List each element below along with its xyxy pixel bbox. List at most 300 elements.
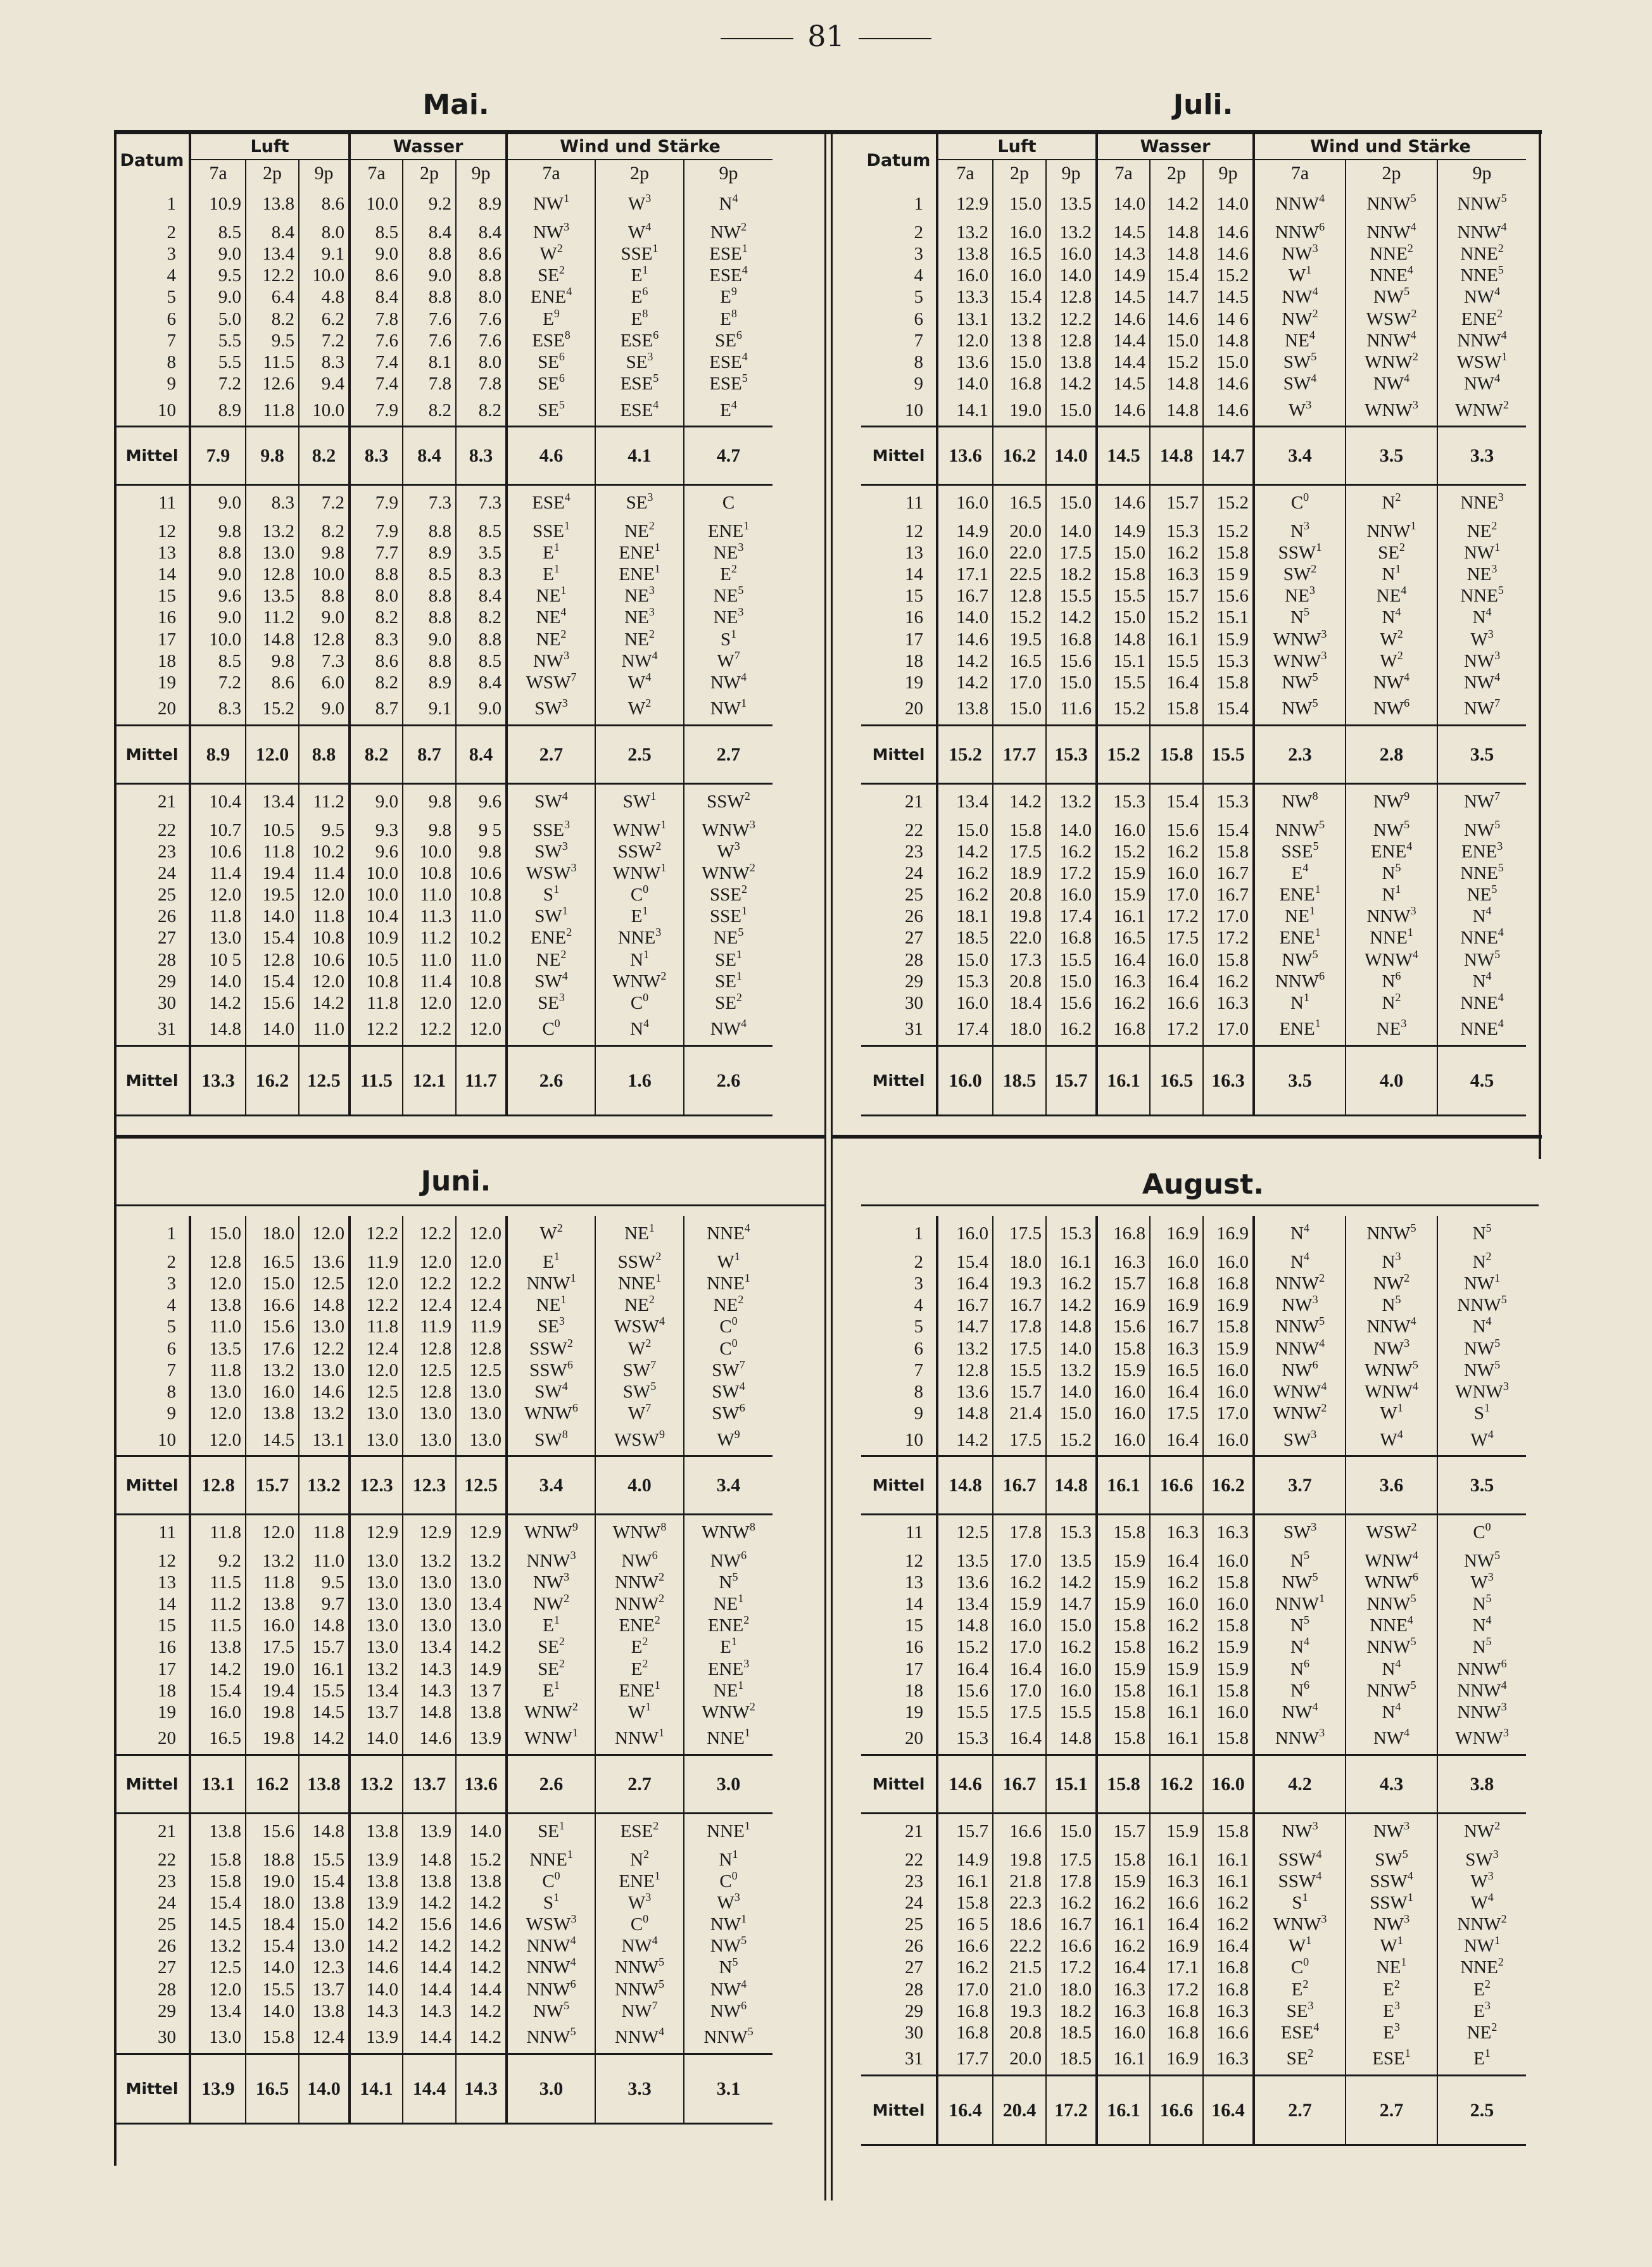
wind-cell: SSW$^4$ (1254, 1871, 1346, 1892)
luft-cell: 16.5 (993, 485, 1046, 521)
frame-center-rule-a (824, 130, 826, 2201)
wind-cell: $C^0$ (595, 992, 684, 1014)
wind-cell: $N^5$ (1346, 862, 1437, 884)
luft-cell: 19.8 (993, 1849, 1046, 1871)
wasser-cell: 16.1 (1097, 1046, 1150, 1116)
wasser-cell: 15.9 (1150, 1658, 1203, 1680)
luft-cell: 13.2 (1046, 222, 1097, 243)
wasser-cell: 16.4 (1150, 672, 1203, 693)
luft-cell: 10.0 (190, 629, 246, 650)
table-row (861, 485, 1526, 521)
luft-cell: 16.0 (246, 1381, 299, 1403)
date-cell: 17 (905, 629, 923, 650)
mittel-label: Mittel (115, 1456, 190, 1515)
wind-cell: WNW$^8$ (684, 1515, 772, 1550)
date-cell: 7 (914, 330, 923, 351)
luft-cell: 14.0 (937, 374, 993, 395)
luft-cell: 15.9 (993, 1593, 1046, 1615)
wasser-cell: 15.8 (1203, 1724, 1254, 1755)
luft-cell: 14.6 (299, 1381, 350, 1403)
wasser-cell: 14.2 (350, 1936, 403, 1957)
wasser-cell: 11.4 (403, 971, 456, 992)
wasser-cell: 14.0 (456, 1814, 507, 1849)
date-cell: 3 (167, 243, 176, 264)
wind-cell: NNW$^3$ (507, 1550, 595, 1572)
luft-cell: 12.8 (1046, 287, 1097, 308)
wind-cell: $C^0$ (684, 1871, 772, 1892)
wasser-cell: 12.0 (456, 1014, 507, 1046)
luft-cell: 8.8 (299, 726, 350, 784)
wasser-cell: 12.2 (350, 1216, 403, 1251)
wind-cell: $SE^3$ (595, 485, 684, 521)
luft-cell: 14.2 (937, 672, 993, 693)
luft-cell: 8.6 (246, 672, 299, 693)
wasser-cell: 15.6 (1203, 586, 1254, 607)
wasser-cell: 16.2 (1203, 1456, 1254, 1515)
date-cell: 18 (905, 650, 923, 671)
wasser-cell: 16.4 (1150, 1381, 1203, 1403)
wasser-cell: 13.2 (350, 1755, 403, 1814)
wind-cell: $SW^6$ (684, 1403, 772, 1425)
luft-cell: 20.8 (993, 885, 1046, 906)
wasser-cell: 15.8 (1203, 1615, 1254, 1637)
wind-cell: ESE$^2$ (595, 1814, 684, 1849)
date-cell: 28 (158, 949, 176, 970)
data-table (861, 134, 1526, 1116)
luft-cell: 13.6 (937, 1381, 993, 1403)
wind-cell: $SW^5$ (1346, 1849, 1437, 1871)
luft-cell: 13.0 (299, 1317, 350, 1338)
luft-cell: 15.3 (937, 1724, 993, 1755)
wind-cell: SSE$^1$ (507, 521, 595, 542)
wasser-cell: 14.8 (1150, 427, 1203, 485)
mittel-row (115, 427, 772, 485)
luft-cell: 13.0 (190, 928, 246, 949)
wind-cell: $N^4$ (1254, 1637, 1346, 1658)
luft-cell: 15.0 (299, 1914, 350, 1936)
luft-cell: 16.6 (937, 1936, 993, 1957)
wasser-cell: 15.2 (1203, 521, 1254, 542)
wasser-cell: 8.3 (456, 427, 507, 485)
luft-cell: 16.7 (993, 1456, 1046, 1515)
wind-cell: $E^2$ (1254, 1979, 1346, 2000)
wasser-cell: 12.8 (403, 1338, 456, 1360)
luft-cell: 15.7 (937, 1814, 993, 1849)
wasser-cell: 10.0 (350, 885, 403, 906)
wind-cell: NNE$^1$ (684, 1273, 772, 1294)
month-title-mai: Mai. (422, 89, 489, 121)
luft-cell: 10.0 (299, 265, 350, 287)
table-row (115, 542, 772, 564)
table-row (861, 1892, 1526, 1914)
wind-cell: $W^1$ (595, 1702, 684, 1723)
wasser-cell: 15.3 (1203, 784, 1254, 819)
luft-cell: 15.4 (993, 287, 1046, 308)
wasser-cell: 16.1 (1150, 1680, 1203, 1702)
mittel-row (115, 2054, 772, 2124)
wind-cell: 2.3 (1254, 726, 1346, 784)
wind-cell: $SW^3$ (1254, 1425, 1346, 1456)
wasser-cell: 17.2 (1150, 1014, 1203, 1046)
wind-cell: 1.6 (595, 1046, 684, 1116)
wasser-cell: 12.2 (403, 1273, 456, 1294)
wasser-cell: 16.8 (1097, 1216, 1150, 1251)
wasser-cell: 16.3 (1150, 1871, 1203, 1892)
luft-cell: 8.3 (190, 694, 246, 726)
wind-cell: NNE$^1$ (684, 1814, 772, 1849)
wasser-cell: 13.9 (403, 1814, 456, 1849)
wasser-cell: 7.3 (456, 485, 507, 521)
wind-cell: WNW$^3$ (684, 819, 772, 841)
table-row (861, 1680, 1526, 1702)
luft-cell: 16.0 (1046, 1680, 1097, 1702)
luft-cell: 11.8 (246, 841, 299, 862)
luft-cell: 13.4 (246, 243, 299, 265)
wind-cell: 2.8 (1346, 726, 1437, 784)
luft-cell: 16.0 (190, 1702, 246, 1723)
wasser-cell: 14.4 (1097, 330, 1150, 351)
table-row (861, 1814, 1526, 1849)
luft-cell: 15.6 (937, 1680, 993, 1702)
wasser-cell: 13.4 (403, 1637, 456, 1658)
table-row (115, 629, 772, 650)
wind-cell: $C^0$ (507, 1014, 595, 1046)
wasser-cell: 16.6 (1150, 2076, 1203, 2145)
wasser-cell: 16.4 (1097, 949, 1150, 971)
wasser-cell: 8.9 (403, 542, 456, 564)
luft-cell: 4.8 (299, 287, 350, 308)
luft-cell: 12.8 (299, 629, 350, 650)
luft-cell: 16.0 (937, 542, 993, 564)
luft-cell: 13.2 (299, 1403, 350, 1425)
luft-cell: 12.8 (246, 564, 299, 585)
wasser-cell: 15.8 (1097, 564, 1150, 585)
page-number: 81 (807, 19, 845, 53)
date-cell: 6 (167, 308, 176, 329)
wind-cell: $E^1$ (1437, 2044, 1526, 2076)
date-cell: 15 (905, 1615, 923, 1636)
table-row (115, 1814, 772, 1849)
luft-cell: 14.8 (937, 1615, 993, 1637)
wind-cell: $E^1$ (507, 564, 595, 585)
time-header: 7a (1254, 160, 1346, 186)
luft-cell: 5.5 (190, 330, 246, 351)
luft-cell: 12.8 (246, 949, 299, 971)
wasser-cell: 8.3 (350, 629, 403, 650)
table-row (115, 1849, 772, 1871)
date-cell: 18 (905, 1680, 923, 1701)
luft-cell: 15.7 (299, 1637, 350, 1658)
date-cell: 25 (158, 885, 176, 906)
wasser-cell: 15.8 (1150, 694, 1203, 726)
wind-cell: $NW^4$ (1254, 287, 1346, 308)
date-cell: 9 (914, 1403, 923, 1424)
table-row (115, 672, 772, 693)
wind-cell: NNW$^5$ (595, 1979, 684, 2000)
wind-cell: $E^1$ (507, 1615, 595, 1637)
wasser-cell: 15.8 (1097, 1702, 1150, 1723)
wind-cell: $NW^3$ (1254, 243, 1346, 265)
date-cell: 23 (905, 841, 923, 862)
wasser-cell: 16.0 (1203, 1550, 1254, 1572)
table-row (115, 1014, 772, 1046)
wasser-cell: 15.8 (1097, 1680, 1150, 1702)
date-cell: 9 (914, 374, 923, 395)
table-row (861, 1251, 1526, 1273)
wind-cell: NNW$^4$ (1346, 330, 1437, 351)
luft-cell: 12.3 (299, 1957, 350, 1979)
wind-cell: WNW$^3$ (1254, 629, 1346, 650)
wasser-cell: 16.2 (1203, 1892, 1254, 1914)
wasser-cell: 10.4 (350, 906, 403, 928)
luft-cell: 13.6 (937, 351, 993, 373)
mittel-label: Mittel (115, 2054, 190, 2124)
wind-cell: WNW$^6$ (507, 1403, 595, 1425)
luft-cell: 15.7 (246, 1456, 299, 1515)
wind-cell: $W^4$ (1437, 1425, 1526, 1456)
wasser-cell: 16.6 (1150, 1892, 1203, 1914)
luft-cell: 15.2 (1046, 1425, 1097, 1456)
wind-cell: NNE$^3$ (595, 928, 684, 949)
wind-cell: WSW$^2$ (1346, 308, 1437, 330)
wind-cell: 4.0 (1346, 1046, 1437, 1116)
date-cell: 27 (158, 928, 176, 949)
wind-cell: 4.5 (1437, 1046, 1526, 1116)
date-cell: 4 (167, 265, 176, 286)
wasser-cell: 8.2 (456, 395, 507, 427)
wasser-cell: 13.0 (403, 1572, 456, 1593)
luft-cell: 10.2 (299, 841, 350, 862)
date-cell: 18 (158, 650, 176, 671)
wasser-cell: 16.3 (1203, 992, 1254, 1014)
wasser-cell: 16.2 (1150, 1755, 1203, 1814)
table-row (861, 330, 1526, 351)
wind-cell: $S^1$ (507, 885, 595, 906)
wind-cell: NNE$^4$ (684, 1216, 772, 1251)
wind-cell: $N^2$ (1346, 485, 1437, 521)
mittel-row (115, 726, 772, 784)
wasser-cell: 7.8 (350, 308, 403, 330)
wind-cell: $N^4$ (595, 1014, 684, 1046)
luft-cell: 17.4 (1046, 906, 1097, 928)
wind-cell: NNE$^5$ (1437, 265, 1526, 287)
wind-cell: WNW$^6$ (1346, 1572, 1437, 1593)
wind-cell: NNE$^4$ (1346, 1615, 1437, 1637)
wasser-cell: 9.8 (403, 784, 456, 819)
wasser-cell: 17.0 (1203, 906, 1254, 928)
table-row (861, 1914, 1526, 1936)
luft-cell: 9.0 (190, 564, 246, 585)
wasser-cell: 13.2 (403, 1550, 456, 1572)
luft-cell: 13.3 (190, 1046, 246, 1116)
luft-cell: 16.4 (993, 1658, 1046, 1680)
table-row (115, 819, 772, 841)
wind-cell: $SW^3$ (507, 694, 595, 726)
wasser-cell: 16.0 (1203, 1381, 1254, 1403)
wasser-cell: 15.0 (1203, 351, 1254, 373)
luft-cell: 15.3 (937, 971, 993, 992)
wind-cell: WSW$^9$ (595, 1425, 684, 1456)
wasser-cell: 16.3 (1150, 564, 1203, 585)
luft-cell: 9.8 (299, 542, 350, 564)
wind-cell: $NE^2$ (595, 629, 684, 650)
luft-cell: 14.8 (299, 1814, 350, 1849)
wasser-cell: 16.8 (1203, 1979, 1254, 2000)
time-header: 2p (993, 160, 1046, 186)
mittel-label: Mittel (115, 1046, 190, 1116)
wasser-cell: 12.0 (403, 1251, 456, 1273)
table-row (861, 1550, 1526, 1572)
wind-cell: $S^1$ (684, 629, 772, 650)
luft-cell: 13.4 (937, 784, 993, 819)
wasser-cell: 15.9 (1203, 1338, 1254, 1360)
luft-cell: 14.2 (1046, 1295, 1097, 1317)
wasser-cell: 8.0 (456, 287, 507, 308)
wind-cell: $N^1$ (1254, 992, 1346, 1014)
wasser-cell: 14.0 (350, 1724, 403, 1755)
wasser-cell: 8.8 (350, 564, 403, 585)
mittel-row (115, 1755, 772, 1814)
wasser-cell: 10.9 (350, 928, 403, 949)
luft-cell: 20.0 (993, 2044, 1046, 2076)
luft-cell: 18.5 (937, 928, 993, 949)
wind-cell: $SE^6$ (507, 351, 595, 373)
date-cell: 12 (905, 1550, 923, 1571)
wind-cell: $E^3$ (1346, 2000, 1437, 2022)
wind-cell: NNE$^1$ (595, 1273, 684, 1294)
wasser-cell: 14.5 (1097, 374, 1150, 395)
luft-cell: 16.0 (993, 222, 1046, 243)
wasser-header: Wasser (1097, 134, 1254, 160)
wind-cell: ENE$^1$ (1254, 928, 1346, 949)
luft-cell: 8.5 (190, 650, 246, 672)
wasser-cell: 8.5 (403, 564, 456, 585)
luft-cell: 14.2 (190, 992, 246, 1014)
wasser-cell: 14.1 (350, 2054, 403, 2124)
wind-cell: SSW$^2$ (595, 841, 684, 862)
luft-cell: 16.0 (1046, 885, 1097, 906)
wasser-cell: 9.8 (456, 841, 507, 862)
date-cell: 11 (905, 493, 923, 514)
wind-cell: $C^0$ (684, 1317, 772, 1338)
wind-cell: WNW$^2$ (1437, 395, 1526, 427)
wind-cell: WNW$^9$ (507, 1515, 595, 1550)
date-cell: 22 (158, 819, 176, 840)
luft-cell: 16.2 (993, 1572, 1046, 1593)
luft-cell: 13.2 (190, 1936, 246, 1957)
wasser-cell: 16.1 (1203, 1871, 1254, 1892)
wasser-cell: 8.8 (403, 287, 456, 308)
wasser-cell: 16.1 (1150, 1849, 1203, 1871)
wind-cell: WNW$^1$ (595, 819, 684, 841)
wind-cell: $NE^1$ (507, 586, 595, 607)
wasser-cell: 8.2 (403, 395, 456, 427)
wind-cell: $NE^5$ (684, 928, 772, 949)
luft-cell: 16.8 (937, 2022, 993, 2043)
luft-cell: 15.5 (937, 1702, 993, 1723)
wasser-cell: 10.8 (350, 971, 403, 992)
luft-cell: 17.2 (1046, 862, 1097, 884)
luft-cell: 14.1 (937, 395, 993, 427)
date-cell: 6 (167, 1338, 176, 1359)
luft-cell: 11.2 (190, 1593, 246, 1615)
wasser-cell: 13.0 (456, 1425, 507, 1456)
wasser-cell: 13.0 (350, 1593, 403, 1615)
table-row (115, 1295, 772, 1317)
date-cell: 20 (158, 698, 176, 719)
table-row (115, 694, 772, 726)
wasser-cell: 8.1 (403, 351, 456, 373)
wind-cell: $SW^4$ (507, 1381, 595, 1403)
table-row (115, 928, 772, 949)
wasser-cell: 15.3 (1097, 784, 1150, 819)
wind-header: Wind und Stärke (507, 134, 772, 160)
table-row (115, 1658, 772, 1680)
luft-cell: 17.0 (993, 672, 1046, 693)
wind-cell: NNE$^1$ (1346, 928, 1437, 949)
wasser-cell: 14.4 (403, 1979, 456, 2000)
table-row (861, 186, 1526, 222)
wasser-cell: 15.0 (1097, 607, 1150, 629)
header-rule-left (721, 38, 793, 39)
luft-cell: 9.7 (299, 1593, 350, 1615)
wind-cell: NNW$^2$ (595, 1572, 684, 1593)
luft-cell: 8.9 (190, 395, 246, 427)
date-cell: 26 (158, 906, 176, 927)
luft-cell: 16.1 (937, 1871, 993, 1892)
wind-cell: $E^9$ (684, 287, 772, 308)
wasser-cell: 14.8 (1097, 629, 1150, 650)
wind-cell: NNE$^2$ (1437, 243, 1526, 265)
wasser-cell: 12.8 (456, 1338, 507, 1360)
date-cell: 16 (905, 607, 923, 628)
table-row (861, 1572, 1526, 1593)
wasser-cell: 15.4 (1203, 694, 1254, 726)
wind-cell: $NW^5$ (684, 1936, 772, 1957)
wind-cell: $N^3$ (1346, 1251, 1437, 1273)
luft-cell: 15.6 (246, 1317, 299, 1338)
table-row (115, 1273, 772, 1294)
table-row (115, 1403, 772, 1425)
luft-cell: 15.8 (190, 1849, 246, 1871)
luft-cell: 13.5 (190, 1338, 246, 1360)
luft-cell: 16.7 (993, 1755, 1046, 1814)
date-cell: 26 (905, 1936, 923, 1957)
wind-cell: $NE^4$ (507, 607, 595, 629)
wind-cell: $SW^7$ (595, 1360, 684, 1381)
wasser-cell: 14.8 (1150, 222, 1203, 243)
wasser-cell: 8.0 (456, 351, 507, 373)
luft-cell: 18.1 (937, 906, 993, 928)
wind-cell: SSW$^4$ (1254, 1849, 1346, 1871)
luft-cell: 15.0 (937, 949, 993, 971)
luft-cell: 16.8 (937, 2000, 993, 2022)
wasser-cell: 9.0 (350, 243, 403, 265)
date-cell: 21 (905, 792, 923, 812)
wind-cell: $SE^2$ (507, 265, 595, 287)
table-row (115, 1425, 772, 1456)
luft-cell: 17.7 (993, 726, 1046, 784)
wind-cell: ENE$^2$ (507, 928, 595, 949)
wind-cell: $SE^3$ (507, 992, 595, 1014)
table-row (861, 2000, 1526, 2022)
wind-cell: $NW^5$ (1437, 819, 1526, 841)
table-row (861, 928, 1526, 949)
luft-cell: 14.2 (190, 1658, 246, 1680)
table-row (115, 287, 772, 308)
luft-cell: 16.2 (1046, 1014, 1097, 1046)
wasser-cell: 13.2 (350, 1658, 403, 1680)
